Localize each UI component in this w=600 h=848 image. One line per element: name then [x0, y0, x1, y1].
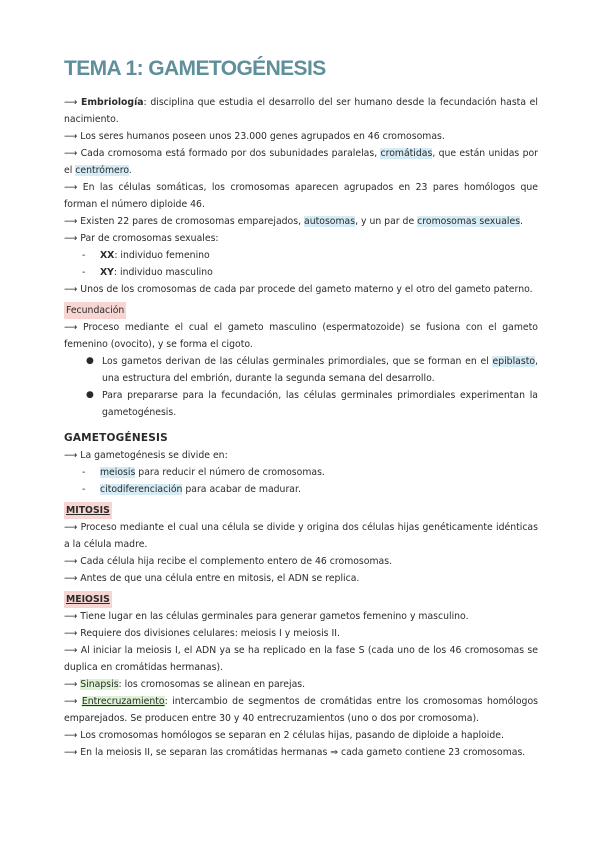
paragraph: ⟶ En las células somáticas, los cromosomas aparecen agrupados en 23 pares homólogos que forman el número diploide 46. — [64, 182, 538, 210]
highlight: autosomas — [304, 216, 356, 227]
highlight: epiblasto — [492, 356, 536, 367]
paragraph: ⟶ Cada cromosoma está formado por dos subunidades paralelas, cromátidas, que están unidas por el centrómero. — [64, 148, 538, 176]
paragraph: ⟶ Existen 22 pares de cromosomas emparejados, autosomas, y un par de cromosomas sexuales. — [64, 216, 524, 227]
paragraph: ⟶ Embriología: disciplina que estudia el desarrollo del ser humano desde la fecundación hasta el nacimiento. — [64, 97, 538, 125]
paragraph: ⟶ Requiere dos divisiones celulares: meiosis I y meiosis II. — [64, 628, 340, 639]
section-label: MEIOSIS — [64, 591, 538, 608]
paragraph: ⟶ Los seres humanos poseen unos 23.000 genes agrupados en 46 cromosomas. — [64, 131, 445, 142]
list-item: ● Para prepararse para la fecundación, las células germinales primordiales experimentan la gametogénesis. — [86, 390, 538, 418]
highlight: cromosomas sexuales — [417, 216, 521, 227]
highlight: meiosis — [100, 467, 136, 478]
paragraph: ⟶ En la meiosis II, se separan las cromátidas hermanas ⇒ cada gameto contiene 23 cromosomas. — [64, 747, 526, 758]
highlight: citodiferenciación — [100, 484, 183, 495]
paragraph: ⟶ Sinapsis: los cromosomas se alinean en parejas. — [64, 679, 306, 690]
paragraph: ⟶ Cada célula hija recibe el complemento entero de 46 cromosomas. — [64, 556, 393, 567]
list-item: - XY: individuo masculino — [82, 267, 213, 278]
paragraph: ⟶ Tiene lugar en las células germinales para generar gametos femenino y masculino. — [64, 611, 469, 622]
highlight: cromátidas — [380, 148, 433, 159]
highlight: Entrecruzamiento — [81, 696, 165, 707]
list-item: ● Los gametos derivan de las células germinales primordiales, que se forman en el epiblasto, una estructura del embrión, durante la segunda semana del desarrollo. — [86, 356, 538, 384]
paragraph: ⟶ Proceso mediante el cual el gameto masculino (espermatozoide) se fusiona con el gameto femenino (ovocito), y se forma el cigoto. — [64, 322, 538, 350]
paragraph: ⟶ Proceso mediante el cual una célula se divide y origina dos células hijas genéticamente idénticas a la célula madre. — [64, 522, 538, 550]
paragraph: ⟶ Unos de los cromosomas de cada par procede del gameto materno y el otro del gameto paterno. — [64, 284, 533, 295]
paragraph: ⟶ Los cromosomas homólogos se separan en 2 células hijas, pasando de diploide a haploide. — [64, 730, 504, 741]
highlight: centrómero — [75, 165, 129, 176]
paragraph: ⟶ Par de cromosomas sexuales: — [64, 233, 219, 244]
list-item: - meiosis para reducir el número de cromosomas. — [82, 467, 325, 478]
highlight: Sinapsis — [80, 679, 119, 690]
paragraph: ⟶ La gametogénesis se divide en: — [64, 450, 228, 461]
list-item: - XX: individuo femenino — [82, 250, 210, 261]
page-title: TEMA 1: GAMETOGÉNESIS — [64, 57, 326, 80]
section-label: MITOSIS — [64, 502, 538, 519]
paragraph: ⟶ Entrecruzamiento: intercambio de segmentos de cromátidas entre los cromosomas homólogos emparejados. Se producen entre 30 y 40 entrecruzamientos (uno o dos por cromosoma). — [64, 696, 538, 724]
paragraph: ⟶ Al iniciar la meiosis I, el ADN ya se ha replicado en la fase S (cada uno de los 46 cromosomas se duplica en cromátidas hermanas). — [64, 645, 538, 673]
list-item: - citodiferenciación para acabar de madurar. — [82, 484, 301, 495]
section-label: Fecundación — [64, 302, 538, 319]
section-heading: GAMETOGÉNESIS — [64, 432, 168, 444]
paragraph: ⟶ Antes de que una célula entre en mitosis, el ADN se replica. — [64, 573, 360, 584]
